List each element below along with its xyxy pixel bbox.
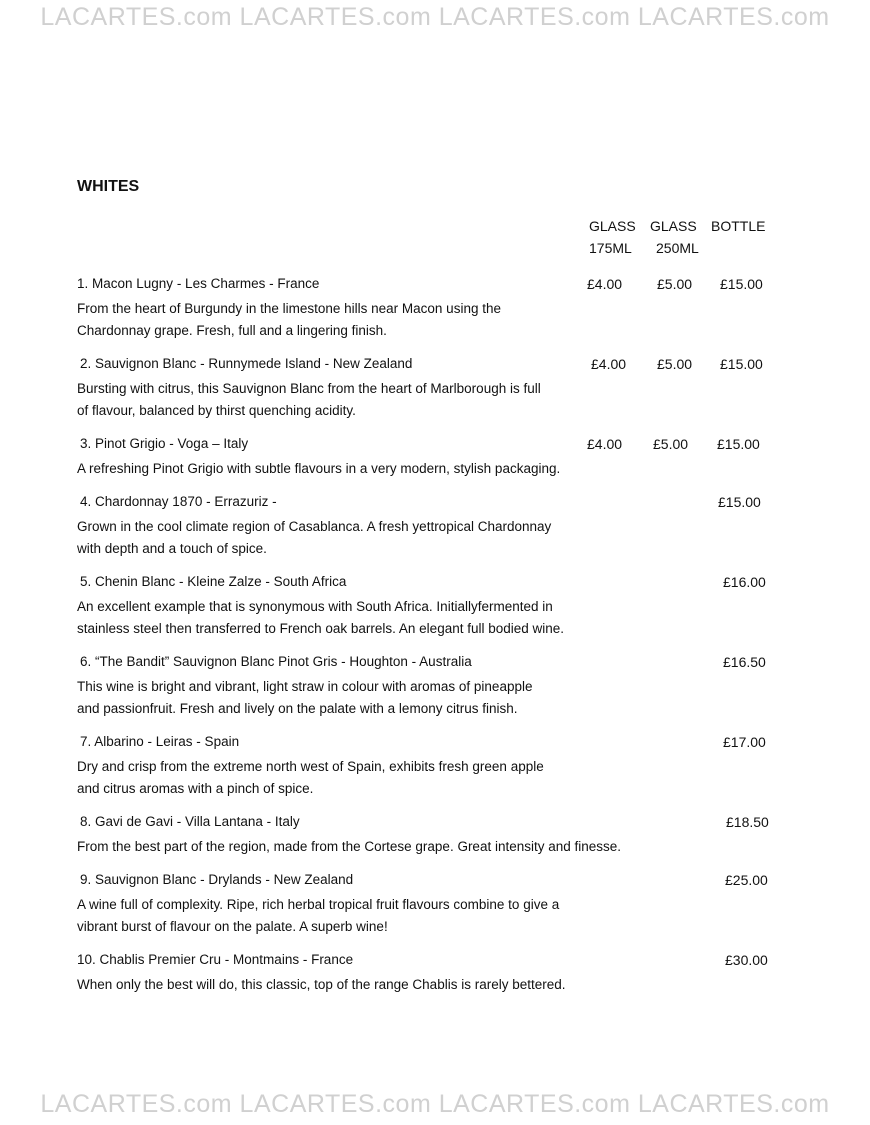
- wine-description-line: vibrant burst of flavour on the palate. A superb wine!: [77, 919, 388, 934]
- price-bottle: £17.00: [723, 734, 766, 750]
- wine-name: 5. Chenin Blanc - Kleine Zalze - South Africa: [80, 574, 347, 589]
- watermark-top: LACARTES.com LACARTES.com LACARTES.com LACARTES.com: [40, 3, 830, 31]
- wine-description: [77, 458, 560, 480]
- price-bottle: £30.00: [725, 952, 768, 968]
- wine-description: [77, 516, 551, 560]
- price-glass-250: £5.00: [657, 356, 693, 372]
- column-header-line2: 250ML: [656, 240, 699, 256]
- wine-description-line: An excellent example that is synonymous with South Africa. Initiallyfermented in: [77, 599, 553, 614]
- wine-description: [77, 676, 532, 720]
- wine-description: [77, 298, 501, 342]
- price-bottle: £25.00: [725, 872, 768, 888]
- watermark-bottom: LACARTES.com LACARTES.com LACARTES.com LACARTES.com: [40, 1090, 830, 1118]
- price-glass-250: £5.00: [657, 276, 693, 292]
- section-title: WHITES: [77, 178, 140, 195]
- price-bottle: £18.50: [726, 814, 769, 830]
- price-bottle: £15.00: [720, 276, 763, 292]
- wine-name: 2. Sauvignon Blanc - Runnymede Island - New Zealand: [80, 356, 413, 371]
- wine-description-line: When only the best will do, this classic, top of the range Chablis is rarely bettered.: [77, 977, 566, 992]
- wine-description-line: Chardonnay grape. Fresh, full and a lingering finish.: [77, 323, 387, 338]
- price-bottle: £15.00: [720, 356, 763, 372]
- wine-description-line: From the best part of the region, made from the Cortese grape. Great intensity and finesse.: [77, 839, 622, 854]
- price-bottle: £16.50: [723, 654, 766, 670]
- wine-name: 3. Pinot Grigio - Voga – Italy: [80, 436, 249, 451]
- wine-description-line: Dry and crisp from the extreme north west of Spain, exhibits fresh green apple: [77, 759, 544, 774]
- wine-description: [77, 974, 566, 996]
- wine-name: 10. Chablis Premier Cru - Montmains - France: [77, 952, 354, 967]
- wine-description: [77, 378, 541, 422]
- wine-description: [77, 836, 621, 858]
- wine-description-line: From the heart of Burgundy in the limestone hills near Macon using the: [77, 301, 501, 316]
- wine-description: [77, 894, 559, 938]
- wine-name: 6. “The Bandit” Sauvignon Blanc Pinot Gris - Houghton - Australia: [80, 654, 472, 669]
- column-header-bottle: [711, 218, 765, 234]
- wine-description-line: and citrus aromas with a pinch of spice.: [77, 781, 314, 796]
- column-header-line1: GLASS: [650, 218, 697, 234]
- column-header-line2: 175ML: [589, 240, 632, 256]
- wine-description-line: A refreshing Pinot Grigio with subtle flavours in a very modern, stylish packaging.: [77, 461, 561, 476]
- price-bottle: £15.00: [718, 494, 761, 510]
- wine-name: 9. Sauvignon Blanc - Drylands - New Zealand: [80, 872, 354, 887]
- wine-description-line: with depth and a touch of spice.: [77, 541, 267, 556]
- column-header-glass-250: [650, 218, 699, 256]
- price-glass-175: £4.00: [591, 356, 627, 372]
- wine-name: 7. Albarino - Leiras - Spain: [80, 734, 240, 749]
- wine-description: [77, 756, 544, 800]
- wine-description-line: Grown in the cool climate region of Casablanca. A fresh yettropical Chardonnay: [77, 519, 552, 534]
- column-header-line1: BOTTLE: [711, 218, 766, 234]
- wine-description-line: and passionfruit. Fresh and lively on the palate with a lemony citrus finish.: [77, 701, 518, 716]
- wine-description-line: of flavour, balanced by thirst quenching acidity.: [77, 403, 356, 418]
- price-bottle: £15.00: [717, 436, 760, 452]
- wine-description-line: stainless steel then transferred to French oak barrels. An elegant full bodied wine.: [77, 621, 565, 636]
- wine-description: [77, 596, 564, 640]
- price-glass-250: £5.00: [653, 436, 689, 452]
- wine-description-line: Bursting with citrus, this Sauvignon Blanc from the heart of Marlborough is full: [77, 381, 541, 396]
- wine-name: 8. Gavi de Gavi - Villa Lantana - Italy: [80, 814, 300, 829]
- wine-description-line: This wine is bright and vibrant, light straw in colour with aromas of pineapple: [77, 679, 533, 694]
- price-glass-175: £4.00: [587, 436, 623, 452]
- wine-name: 4. Chardonnay 1870 - Errazuriz -: [80, 494, 277, 509]
- wine-description-line: A wine full of complexity. Ripe, rich herbal tropical fruit flavours combine to give a: [77, 897, 560, 912]
- price-bottle: £16.00: [723, 574, 766, 590]
- price-glass-175: £4.00: [587, 276, 623, 292]
- column-header-glass-175: [589, 218, 636, 256]
- column-header-line1: GLASS: [589, 218, 636, 234]
- wine-name: 1. Macon Lugny - Les Charmes - France: [77, 276, 320, 291]
